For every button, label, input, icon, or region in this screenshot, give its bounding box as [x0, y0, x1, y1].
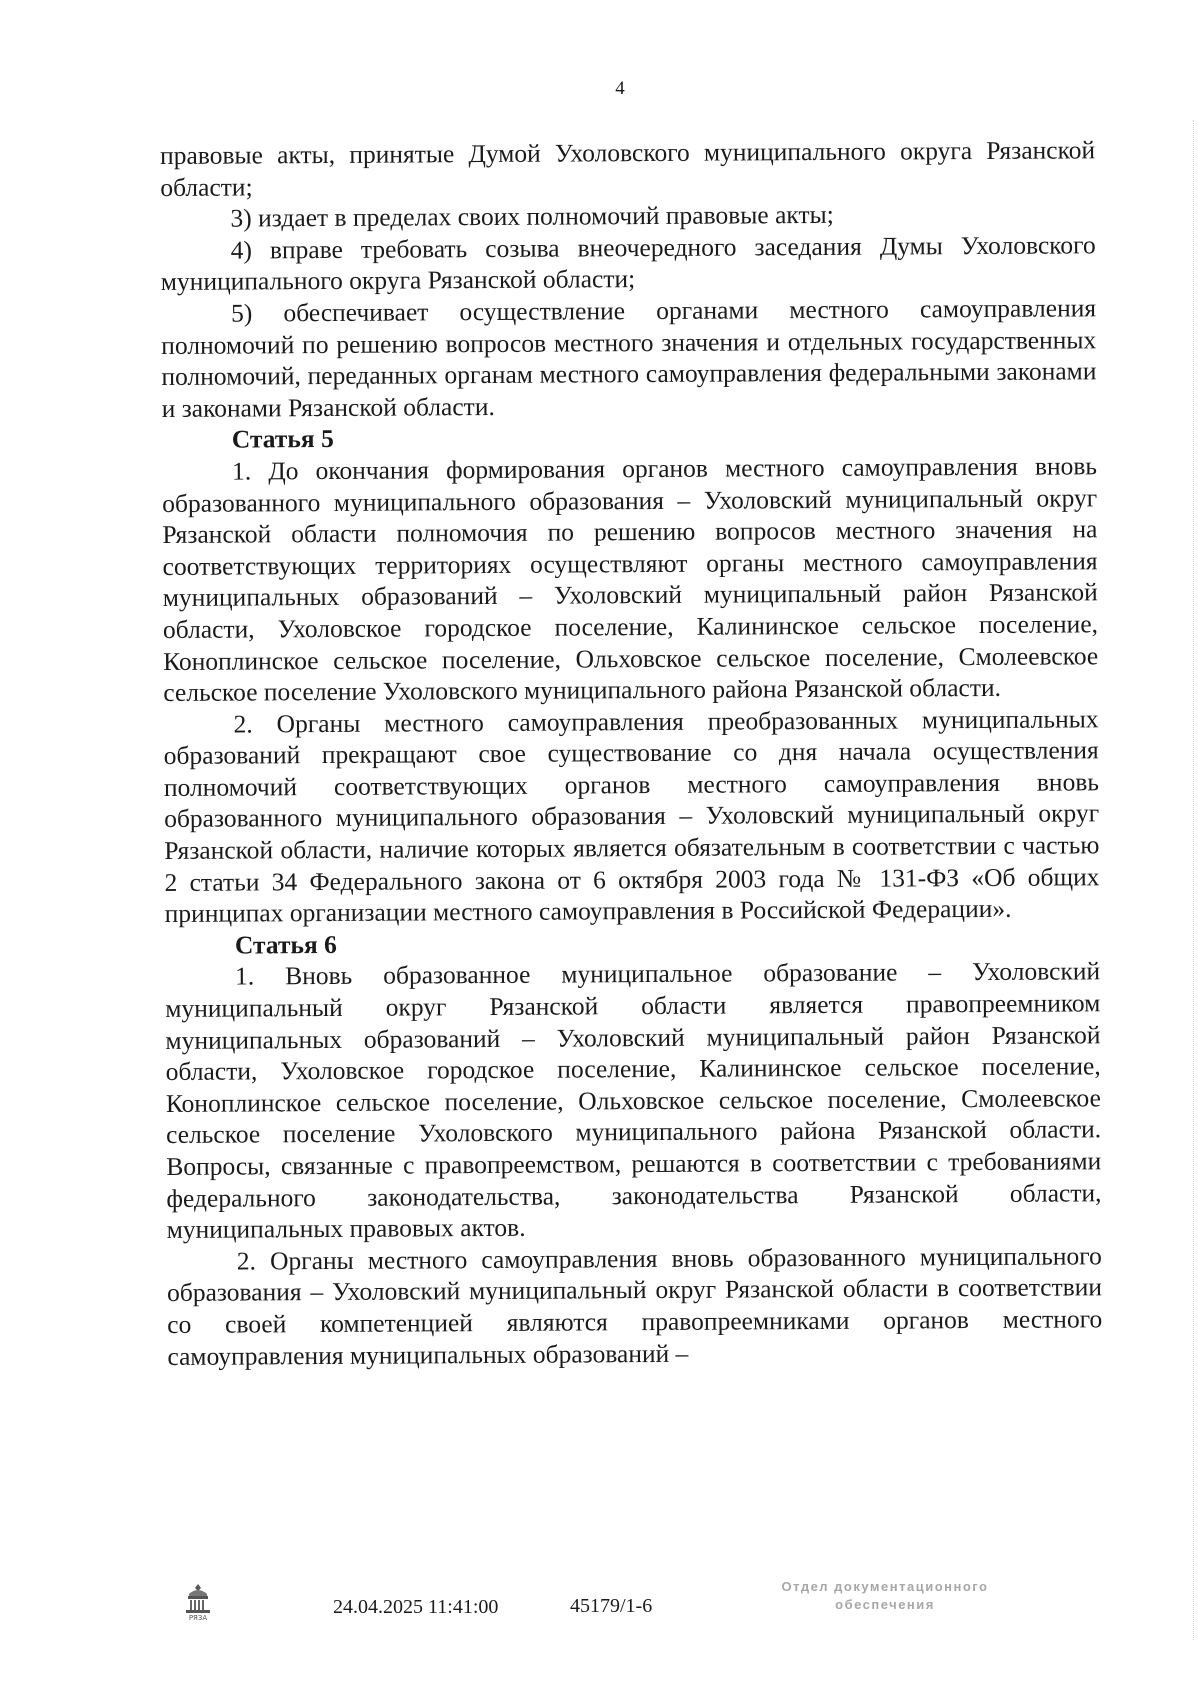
paragraph-intro-continuation: правовые акты, принятые Думой Ухоловского муниципального округа Рязанской области; [160, 135, 1096, 202]
department-stamp [745, 1578, 1025, 1614]
document-body [160, 134, 1103, 1372]
article-5-paragraph-1: 1. До окончания формирования органов местного самоуправления вновь образованного муниципального образования – Ухоловский муниципальный округ Рязанской области полномочия по решению вопросов местного значения на соответствующих территориях осуществляют органы местного самоуправления муниципальных образований – Ухоловский муниципальный район Рязанской области, Ухоловское городское поселение, Калининское сельское поселение, Коноплинское сельское поселение, Ольховское сельское поселение, Смолеевское сельское поселение Ухоловского муниципального района Рязанской области. [162, 451, 1099, 708]
emblem-icon [180, 1582, 216, 1622]
scan-edge-marks [1191, 120, 1194, 1640]
paragraph-item-4: 4) вправе требовать созыва внеочередного заседания Думы Ухоловского муниципального округа Рязанской области; [160, 230, 1096, 297]
document-footer [0, 1568, 1200, 1638]
paragraph-item-3: 3) издает в пределах своих полномочий правовые акты; [230, 200, 834, 233]
footer-document-number: 45179/1-6 [570, 1595, 653, 1617]
article-6-title: Статья 6 [234, 929, 337, 960]
page-number: 4 [615, 78, 625, 99]
stamp-line-2: обеспечения [835, 1597, 935, 1612]
article-5-title: Статья 5 [231, 424, 334, 454]
stamp-line-1: Отдел документационного [781, 1579, 989, 1594]
footer-datetime: 24.04.2025 11:41:00 [333, 1596, 499, 1618]
article-6-paragraph-2: 2. Органы местного самоуправления вновь образованного муниципального образования – Ухоловский муниципальный округ Рязанской области в соответствии со своей компетенцией являются правопреемниками органов местного самоуправления муниципальных образований – [166, 1241, 1103, 1371]
paragraph-item-5: 5) обеспечивает осуществление органами местного самоуправления полномочий по решению вопросов местного значения и отдельных государственных полномочий, переданных органам местного самоуправления федеральными законами и законами Рязанской области. [161, 293, 1097, 423]
svg-text:РЯЗА: РЯЗА [188, 1614, 208, 1622]
article-6-paragraph-1: 1. Вновь образованное муниципальное образование – Ухоловский муниципальный округ Рязанской области является правопреемником муниципальных образований – Ухоловский муниципальный район Рязанской области, Ухоловское городское поселение, Калининское сельское поселение, Коноплинское сельское поселение, Ольховское сельское поселение, Смолеевское сельское поселение Ухоловского муниципального района Рязанской области. Вопросы, связанные с правопреемством, решаются в соответствии с требованиями федерального законодательства, законодательства Рязанской области, муниципальных правовых актов. [165, 956, 1102, 1245]
article-5-paragraph-2: 2. Органы местного самоуправления преобразованных муниципальных образований прекращают свое существование со дня начала осуществления полномочий соответствующих органов местного самоуправления вновь образованного муниципального образования – Ухоловский муниципальный округ Рязанской области, наличие которых является обязательным в соответствии с частью 2 статьи 34 Федерального закона от 6 октября 2003 года № 131-ФЗ «Об общих принципах организации местного самоуправления в Российской Федерации». [163, 703, 1100, 929]
